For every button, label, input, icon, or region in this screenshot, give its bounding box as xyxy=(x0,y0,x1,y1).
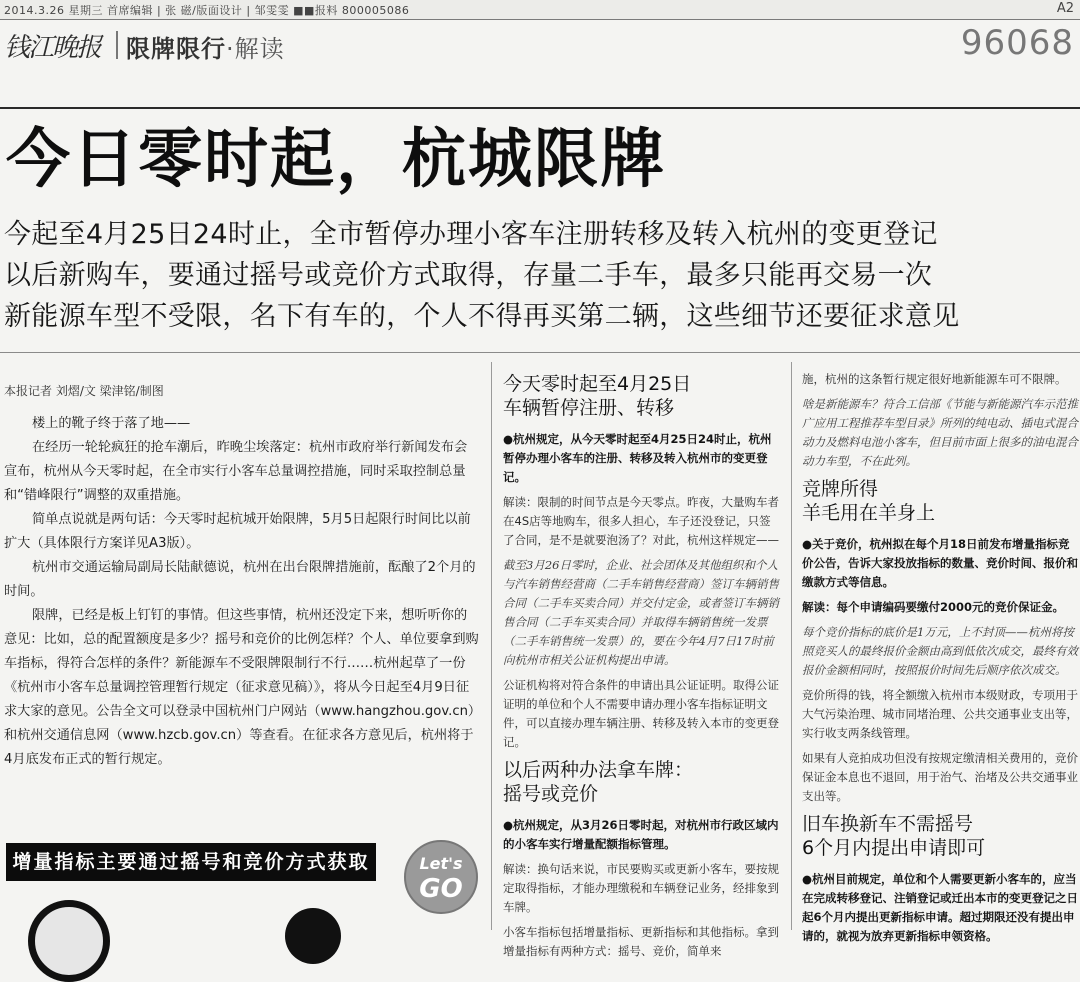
infographic-dot-icon xyxy=(285,908,341,964)
newspaper-logo: 钱江晚报 xyxy=(4,33,101,63)
body-paragraph: 小客车指标包括增量指标、更新指标和其他指标。拿到增量指标有两种方式：摇号、竞价，简单来 xyxy=(503,925,779,958)
article-paragraph: 限牌，已经是板上钉钉的事情。但这些事情，杭州还没定下来，想听听你的意见：比如，总的配置额度是多少？摇号和竞价的比例怎样？个人、单位要拿到购车指标，得符合怎样的条件？新能源车不受限牌限制行不行……杭州起草了一份《杭州市小客车总量调控管理暂行规定（征求意见稿）》，将从今日起至4月9日征求大家的意见。公告全文可以登录中国杭州门户网站（www.hangzhou.gov.cn）和杭州交通信息网（www.hzcb.gov.cn）等查看。在征求各方意见后，杭州将于4月底发布正式的暂行规定。 xyxy=(4,608,479,767)
column-three xyxy=(802,370,1078,952)
section-title-sub: ·解读 xyxy=(226,35,285,63)
page-number: A2 xyxy=(1056,1,1074,16)
subsection-heading-line: 车辆暂停注册、转移 xyxy=(503,397,675,419)
subsection-heading-line: 以后两种办法拿车牌： xyxy=(503,759,694,781)
body-paragraph: 竞价所得的钱，将全额缴入杭州市本级财政，专项用于大气污染治理、城市同堵治理、公共交通事业支出等，实行收支两条线管理。 xyxy=(802,688,1078,740)
column-two xyxy=(503,368,781,967)
article-paragraph: 杭州市交通运输局副局长陆献德说，杭州在出台限牌措施前，酝酿了2个月的时间。 xyxy=(4,560,476,599)
body-paragraph: 公证机构将对符合条件的申请出具公证证明。取得公证证明的单位和个人不需要申请办理小客车指标证明文件，可以直接办理车辆注册、转移及转入本市的变更登记。 xyxy=(503,678,779,749)
rule-paragraph: ●关于竞价，杭州拟在每个月18日前发布增量指标竞价公告，告诉大家投放指标的数量、竞价时间、报价和缴款方式等信息。 xyxy=(802,537,1078,589)
quote-paragraph: 每个竞价指标的底价是1万元，上不封顶——杭州将按照竞买人的最终报价金额由高到低依次成交，最终有效报价金额相同时，按照报价时间先后顺序依次成交。 xyxy=(802,625,1078,677)
subheadline: 以后新购车，要通过摇号或竞价方式取得，存量二手车，最多只能再交易一次 xyxy=(4,260,933,291)
infographic-banner: 增量指标主要通过摇号和竞价方式获取 xyxy=(6,843,376,881)
issue-meta: 2014.3.26 星期三 首席编辑 | 张 磁/版面设计 | 邹雯雯 ■■报料 800005086 xyxy=(4,4,410,17)
subsection-heading xyxy=(802,477,1078,525)
subsection-heading-line: 旧车换新车不需摇号 xyxy=(802,813,974,835)
subsection-heading xyxy=(802,812,1078,860)
column-divider xyxy=(791,362,792,930)
badge-text-top: Let's xyxy=(419,854,463,873)
divider-rule xyxy=(0,352,1080,353)
subheadline: 新能源车型不受限，名下有车的，个人不得再买第二辆，这些细节还要征求意见 xyxy=(4,301,960,332)
masthead xyxy=(0,21,1080,109)
lets-go-badge-icon xyxy=(404,840,478,914)
rule-paragraph: ●杭州目前规定，单位和个人需要更新小客车的，应当在完成转移登记、注销登记或迁出本市的变更登记之日起6个月内提出更新指标申请。超过期限还没有提出申请的，就视为放弃更新指标申领资格。 xyxy=(802,872,1078,943)
explain-paragraph: 解读：限制的时间节点是今天零点。昨夜，大量购车者在4S店等地购车，很多人担心，车子还没登记，只签了合同，是不是就要泡汤了？对此，杭州这样规定—— xyxy=(503,495,779,547)
subsection-heading-line: 6个月内提出申请即可 xyxy=(802,837,986,859)
quote-paragraph: 截至3月26日零时，企业、社会团体及其他组织和个人与汽车销售经营商（二手车销售经营商）签订车辆销售合同（二手车买卖合同）并交付定金，或者签订车辆销售合同（二手车买卖合同）并取得车辆销售统一发票（二手车销售统一发票）的，要在今年4月7日17时前向杭州市相关公证机构提出申请。 xyxy=(503,558,779,667)
section-title-main: 限牌限行 xyxy=(126,35,226,63)
issue-number: 96068 xyxy=(960,23,1074,63)
headline: 今日零时起，杭城限牌 xyxy=(6,123,666,197)
subsection-heading-line: 今天零时起至4月25日 xyxy=(503,373,692,395)
subheadline: 今起至4月25日24时止，全市暂停办理小客车注册转移及转入杭州的变更登记 xyxy=(4,219,938,250)
body-paragraph: 如果有人竞拍成功但没有按规定缴清相关费用的，竞价保证金本息也不退回，用于治气、治堵及公共交通事业支出等。 xyxy=(802,751,1078,803)
explain-paragraph: 解读：每个申请编码要缴付2000元的竞价保证金。 xyxy=(802,600,1065,614)
article-paragraph: 楼上的靴子终于落了地—— xyxy=(32,416,191,431)
infographic-circle-icon xyxy=(28,900,110,982)
main-article xyxy=(4,412,480,772)
rule-paragraph: ●杭州规定，从今天零时起至4月25日24时止，杭州暂停办理小客车的注册、转移及转入杭州市的变更登记。 xyxy=(503,432,772,484)
masthead-divider xyxy=(116,31,118,59)
explain-paragraph: 解读：换句话来说，市民要购买或更新小客车，要按规定取得指标，才能办理缴税和车辆登记业务，经排象到车牌。 xyxy=(503,862,779,914)
quote-paragraph: 啥是新能源车？符合工信部《节能与新能源汽车示范推广应用工程推荐车型目录》所列的纯电动、插电式混合动力及燃料电池小客车，但目前市面上很多的油电混合动力车型，不在此列。 xyxy=(802,397,1078,468)
subsection-heading-line: 竞牌所得 xyxy=(802,478,879,500)
subsection-heading xyxy=(503,372,781,420)
section-title xyxy=(126,29,285,64)
byline: 本报记者 刘熠/文 梁津铭/制图 xyxy=(4,384,164,398)
article-paragraph: 简单点说就是两句话：今天零时起杭城开始限牌，5月5日起限行时间比以前扩大（具体限行方案详见A3版）。 xyxy=(4,512,471,551)
subheadlines xyxy=(4,214,1078,337)
subsection-heading-line: 摇号或竞价 xyxy=(503,783,599,805)
top-meta-bar xyxy=(0,0,1080,20)
subsection-heading-line: 羊毛用在羊身上 xyxy=(802,502,936,524)
article-paragraph: 在经历一轮轮疯狂的抢车潮后，昨晚尘埃落定：杭州市政府举行新闻发布会宣布，杭州从今天零时起，在全市实行小客车总量调控措施，同时采取控制总量和“错峰限行”调整的双重措施。 xyxy=(4,440,468,503)
badge-text-bottom: GO xyxy=(419,874,463,904)
column-divider xyxy=(491,362,492,930)
rule-paragraph: ●杭州规定，从3月26日零时起，对杭州市行政区域内的小客车实行增量配额指标管理。 xyxy=(503,818,779,851)
subsection-heading xyxy=(503,758,781,806)
body-paragraph: 施，杭州的这条暂行规定很好地新能源车可不限牌。 xyxy=(802,372,1067,386)
